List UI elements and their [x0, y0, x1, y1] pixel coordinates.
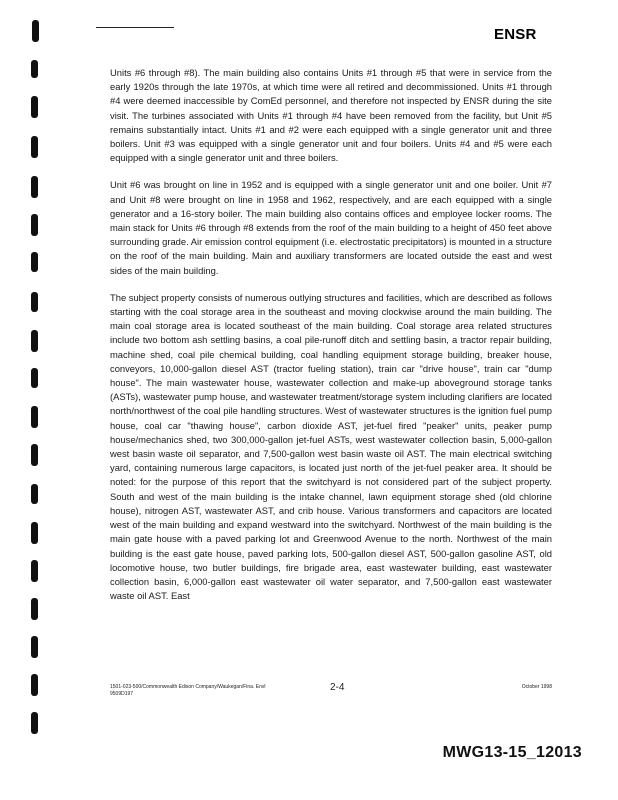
binder-mark — [31, 712, 38, 734]
header-rule — [96, 27, 174, 28]
binder-mark — [31, 292, 38, 312]
ensr-logo: ENSR — [494, 26, 537, 43]
binder-mark — [31, 330, 38, 352]
binder-mark — [31, 484, 38, 504]
paragraph: The subject property consists of numerous outlying structures and facilities, which are described as follows starting with the coal storage area in the southeast and moving clockwise around the main building. The main coal storage area is located southeast of the main building. Coal storage area related structures include two bottom ash settling basins, a coal pile-runoff ditch and settling basin, a tractor repair building, machine shed, coal pile chemical building, coal handling equipment storage building, breaker house, conveyors, 10,000-gallon diesel AST (tractor fueling station), train car "drive house", train car "dump house". The main wastewater house, wastewater collection and make-up aboveground storage tanks (ASTs), wastewater pump house, and wastewater treatment/storage system including clarifiers are located north/northwest of the coal pile handling structures. West of wastewater structures is the ignition fuel pump house, coal car "thawing house", carbon dioxide AST, jet-fuel fired "peaker" units, peaker pump house/mechanics shed, two 300,000-gallon jet-fuel ASTs, west wastewater collection basin, 5,000-gallon west basin waste oil separator, and 7,500-gallon west basin waste oil AST. The main electrical switching yard, containing numerous large capacitors, is located just north of the jet-fuel peaker area. It should be noted: for the purpose of this report that the switchyard is not considered part of the subject property. South and west of the main building is the intake channel, lawn equipment storage shed (old chlorine house), nitrogen AST, wastewater AST, and crib house. Various transformers and capacitors are located west of the main building and expand westward into the switchyard. Northwest of the main building is the main gate house with a paved parking lot and Greenwood Avenue to the north. Northwest of the main building is the east gate house, paved parking lots, 500-gallon diesel AST, 500-gallon gasoline AST, old locomotive house, two butler buildings, fire brigade area, east wastewater building, east wastewater collection basin, 6,000-gallon east wastewater oil water separator, and 7,500-gallon east wastewater waste oil AST. East — [110, 291, 552, 602]
binder-mark — [31, 598, 38, 620]
footer-reference-line: 9509D197 — [110, 691, 134, 697]
paragraph: Unit #6 was brought on line in 1952 and is equipped with a single generator unit and one boiler. Unit #7 and Unit #8 were brought on line in 1958 and 1962, respectively, and are each equipped with a single generator and a 16-story boiler. The main building also contains offices and employee locker rooms. The main stack for Units #6 through #8 extends from the roof of the main building to a height of 450 feet above surrounding grade. Air emission control equipment (i.e. electrostatic precipitators) is mounted in a structure on the roof of the main building. Main and auxiliary transformers are located outside the east and west sides of the main building. — [110, 179, 552, 276]
binder-mark — [31, 136, 38, 158]
binder-mark — [31, 406, 38, 428]
binder-mark — [31, 252, 38, 272]
binder-mark — [31, 96, 38, 118]
footer-reference-line: 1501-023-500/Commonwealth Edison Company/Waukegan/Fina. Envl — [110, 684, 266, 690]
binder-mark — [31, 368, 38, 388]
page-number: 2-4 — [330, 682, 345, 693]
paragraph: Units #6 through #8). The main building also contains Units #1 through #5 that were in service from the early 1920s through the late 1970s, at which time were all retired and decommissioned. Units #1 through #4 were deemed inaccessible by ComEd personnel, and therefore not inspected by ENSR during the site visit. The turbines associated with Units #1 through #4 have been removed from the facility, but Unit #5 remains substantially intact. Units #1 and #2 were each equipped with a single generator unit and three boilers. Unit #3 was equipped with a single generator unit and four boilers. Units #4 and #5 were each equipped with a single generator unit and three boilers. — [110, 67, 552, 164]
binder-mark — [31, 522, 38, 544]
binder-mark — [31, 60, 38, 78]
footer-date: October 1998 — [521, 684, 552, 690]
binder-mark — [31, 176, 38, 198]
binder-mark — [32, 20, 39, 42]
footer-reference — [110, 684, 265, 698]
binder-mark — [31, 444, 38, 466]
binder-mark — [31, 674, 38, 696]
binder-mark — [31, 560, 38, 582]
page-footer — [110, 684, 552, 706]
body-text — [110, 66, 552, 616]
binder-mark — [31, 214, 38, 236]
bates-stamp: MWG13-15_12013 — [442, 744, 582, 761]
binder-mark — [31, 636, 38, 658]
